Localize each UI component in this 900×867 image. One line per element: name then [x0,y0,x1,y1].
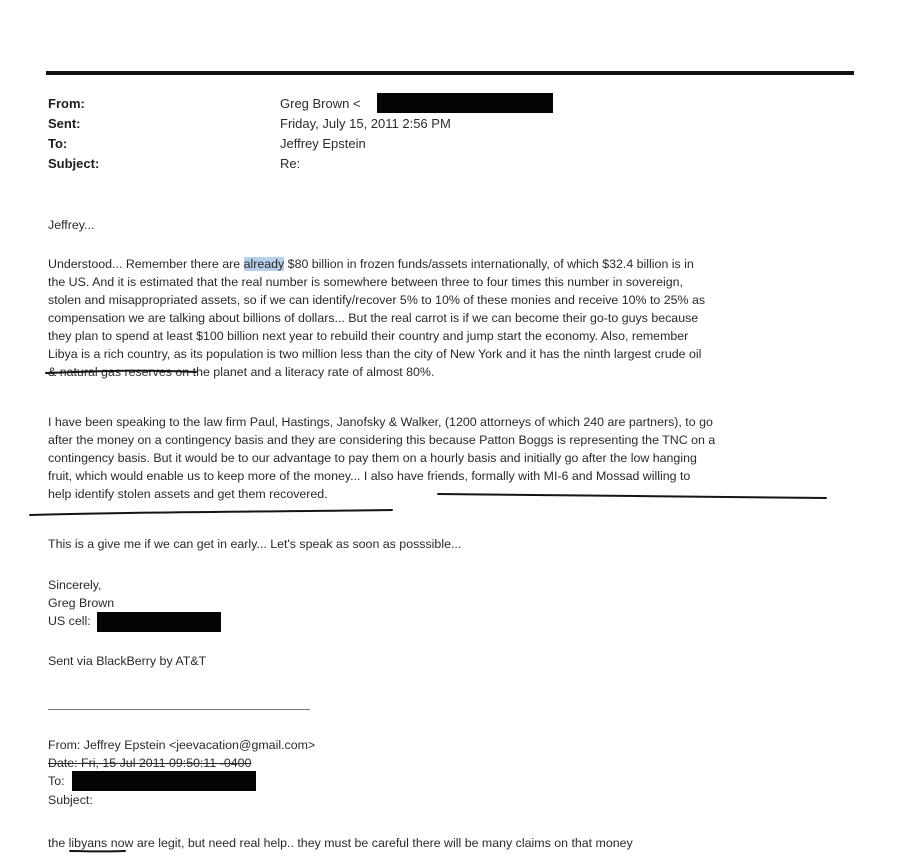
sent-label: Sent: [48,116,81,131]
paragraph-1 [48,255,860,381]
p2-line-2: after the money on a contingency basis and they are considering this because Patton Boggs is representing the TNC on a [48,433,716,447]
p2-line-5: help identify stolen assets and get them recovered. [48,487,328,501]
p1-line-6: Libya is a rich country, as its population is two million less than the city of New York and it has the ninth largest crude oil [48,347,702,361]
top-rule [46,71,854,75]
p2-line-3: contingency basis. But it would be to our advantage to pay them on a hourly basis and initially go after the low hanging [48,451,697,465]
to-label: To: [48,136,68,151]
paragraph-3: This is a give me if we can get in early... Let's speak as soon as posssible... [48,537,462,551]
p1-line-1-a: Understood... Remember there are [48,257,244,271]
p1-line-7: & natural gas reserves on the planet and a literacy rate of almost 80%. [48,365,435,379]
sent-via: Sent via BlackBerry by AT&T [48,654,207,668]
p1-line-1-b: $80 billion in frozen funds/assets internationally, of which $32.4 billion is in [284,257,694,271]
p2-line-4: fruit, which would enable us to keep more of the money... I also have friends, formally with MI-6 and Mossad willing to [48,469,691,483]
cell-label: US cell: [48,614,91,628]
separator-line [48,709,310,710]
fwd-to: To: [48,774,65,788]
greeting: Jeffrey... [48,218,95,232]
signature-name: Greg Brown [48,596,115,610]
underlined-word: libyans [68,836,108,850]
subject-label: Subject: [48,156,100,171]
p2-line-1: I have been speaking to the law firm Paul, Hastings, Janofsky & Walker, (1200 attorneys of which 240 are partners), to go [48,415,713,429]
closing: Sincerely, [48,578,102,592]
from-label: From: [48,96,85,111]
fwd-message-b: now are legit, but need real help.. they must be careful there will be many claims on that money [107,836,633,850]
p1-line-2: the US. And it is estimated that the real number is somewhere between three to four times this number in sovereign, [48,275,683,289]
p1-line-4: compensation we are talking about billions of dollars... But the real carrot is if we can become their go-to guys because [48,311,699,325]
from-value: Greg Brown < [280,96,361,111]
fwd-message-a: the [48,836,69,850]
fwd-from: From: Jeffrey Epstein <jeevacation@gmail.com> [48,738,316,752]
p1-line-3: stolen and misappropriated assets, so if we can identify/recover 5% to 10% of these monies and receive 10% to 25% as [48,293,706,307]
subject-value: Re: [280,156,301,171]
redaction-bar [377,93,553,113]
p1-line-1 [48,255,860,273]
p1-line-5: they plan to spend at least $100 billion next year to rebuild their country and jump start the economy. Also, remember [48,329,689,343]
fwd-subject: Subject: [48,793,93,807]
sent-value: Friday, July 15, 2011 2:56 PM [280,116,451,131]
fwd-date: Date: Fri, 15 Jul 2011 09:50:11 -0400 [48,756,252,770]
fwd-message [48,836,633,850]
redaction-bar [97,612,221,632]
paragraph-2 [48,413,860,503]
highlighted-word: already [243,257,285,271]
to-value: Jeffrey Epstein [280,136,366,151]
redaction-bar [72,771,256,791]
